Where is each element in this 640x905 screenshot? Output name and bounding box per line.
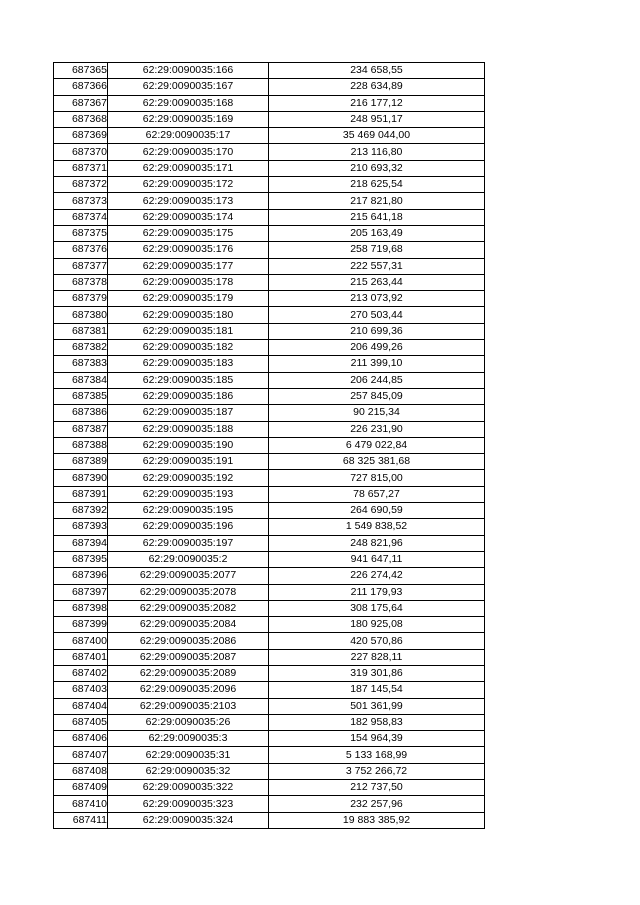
- cadastral-value-cell: 1 549 838,52: [269, 519, 485, 535]
- table-row: [54, 291, 485, 307]
- cadastral-value-cell: 226 231,90: [269, 421, 485, 437]
- cadastral-value-cell: 226 274,42: [269, 568, 485, 584]
- cadastral-number-cell: 62:29:0090035:32: [108, 763, 269, 779]
- table-row: [54, 258, 485, 274]
- row-number-cell: 687398: [54, 600, 108, 616]
- table-row: [54, 128, 485, 144]
- row-number-cell: 687367: [54, 95, 108, 111]
- cadastral-value-cell: 217 821,80: [269, 193, 485, 209]
- cadastral-number-cell: 62:29:0090035:2087: [108, 649, 269, 665]
- row-number-cell: 687401: [54, 649, 108, 665]
- cadastral-value-cell: 215 641,18: [269, 209, 485, 225]
- table-row: [54, 209, 485, 225]
- row-number-cell: 687395: [54, 551, 108, 567]
- row-number-cell: 687386: [54, 405, 108, 421]
- cadastral-number-cell: 62:29:0090035:322: [108, 780, 269, 796]
- row-number-cell: 687371: [54, 160, 108, 176]
- cadastral-value-cell: 180 925,08: [269, 617, 485, 633]
- cadastral-value-cell: 182 958,83: [269, 714, 485, 730]
- row-number-cell: 687402: [54, 665, 108, 681]
- cadastral-value-cell: 501 361,99: [269, 698, 485, 714]
- row-number-cell: 687387: [54, 421, 108, 437]
- table-row: [54, 682, 485, 698]
- table-row: [54, 519, 485, 535]
- row-number-cell: 687392: [54, 503, 108, 519]
- cadastral-number-cell: 62:29:0090035:169: [108, 111, 269, 127]
- cadastral-value-cell: 211 399,10: [269, 356, 485, 372]
- cadastral-value-cell: 257 845,09: [269, 388, 485, 404]
- cadastral-number-cell: 62:29:0090035:183: [108, 356, 269, 372]
- row-number-cell: 687383: [54, 356, 108, 372]
- cadastral-value-cell: 212 737,50: [269, 780, 485, 796]
- cadastral-value-cell: 154 964,39: [269, 731, 485, 747]
- cadastral-number-cell: 62:29:0090035:2086: [108, 633, 269, 649]
- row-number-cell: 687368: [54, 111, 108, 127]
- cadastral-value-cell: 264 690,59: [269, 503, 485, 519]
- row-number-cell: 687365: [54, 63, 108, 79]
- row-number-cell: 687410: [54, 796, 108, 812]
- cadastral-value-cell: 19 883 385,92: [269, 812, 485, 828]
- row-number-cell: 687377: [54, 258, 108, 274]
- cadastral-number-cell: 62:29:0090035:2096: [108, 682, 269, 698]
- cadastral-value-cell: 234 658,55: [269, 63, 485, 79]
- cadastral-number-cell: 62:29:0090035:170: [108, 144, 269, 160]
- cadastral-number-cell: 62:29:0090035:177: [108, 258, 269, 274]
- cadastral-value-cell: 308 175,64: [269, 600, 485, 616]
- table-body: [54, 63, 485, 829]
- table-row: [54, 372, 485, 388]
- table-row: [54, 63, 485, 79]
- cadastral-number-cell: 62:29:0090035:167: [108, 79, 269, 95]
- cadastral-value-cell: 211 179,93: [269, 584, 485, 600]
- row-number-cell: 687396: [54, 568, 108, 584]
- table-row: [54, 649, 485, 665]
- row-number-cell: 687382: [54, 340, 108, 356]
- cadastral-value-cell: 218 625,54: [269, 177, 485, 193]
- cadastral-value-cell: 210 693,32: [269, 160, 485, 176]
- cadastral-number-cell: 62:29:0090035:187: [108, 405, 269, 421]
- row-number-cell: 687405: [54, 714, 108, 730]
- cadastral-value-cell: 727 815,00: [269, 470, 485, 486]
- table-row: [54, 584, 485, 600]
- cadastral-value-cell: 206 499,26: [269, 340, 485, 356]
- table-row: [54, 79, 485, 95]
- table-row: [54, 177, 485, 193]
- cadastral-number-cell: 62:29:0090035:2: [108, 551, 269, 567]
- table-row: [54, 437, 485, 453]
- cadastral-number-cell: 62:29:0090035:324: [108, 812, 269, 828]
- cadastral-number-cell: 62:29:0090035:188: [108, 421, 269, 437]
- cadastral-number-cell: 62:29:0090035:2077: [108, 568, 269, 584]
- row-number-cell: 687388: [54, 437, 108, 453]
- row-number-cell: 687384: [54, 372, 108, 388]
- cadastral-value-cell: 6 479 022,84: [269, 437, 485, 453]
- cadastral-value-cell: 206 244,85: [269, 372, 485, 388]
- cadastral-number-cell: 62:29:0090035:197: [108, 535, 269, 551]
- cadastral-value-cell: 187 145,54: [269, 682, 485, 698]
- row-number-cell: 687390: [54, 470, 108, 486]
- cadastral-value-cell: 213 073,92: [269, 291, 485, 307]
- cadastral-value-cell: 319 301,86: [269, 665, 485, 681]
- table-row: [54, 812, 485, 828]
- row-number-cell: 687375: [54, 225, 108, 241]
- cadastral-number-cell: 62:29:0090035:31: [108, 747, 269, 763]
- table-row: [54, 780, 485, 796]
- cadastral-number-cell: 62:29:0090035:179: [108, 291, 269, 307]
- table-row: [54, 307, 485, 323]
- table-row: [54, 796, 485, 812]
- cadastral-value-cell: 228 634,89: [269, 79, 485, 95]
- cadastral-value-cell: 227 828,11: [269, 649, 485, 665]
- table-row: [54, 405, 485, 421]
- cadastral-number-cell: 62:29:0090035:172: [108, 177, 269, 193]
- row-number-cell: 687380: [54, 307, 108, 323]
- cadastral-number-cell: 62:29:0090035:192: [108, 470, 269, 486]
- cadastral-number-cell: 62:29:0090035:323: [108, 796, 269, 812]
- cadastral-number-cell: 62:29:0090035:178: [108, 274, 269, 290]
- row-number-cell: 687370: [54, 144, 108, 160]
- cadastral-number-cell: 62:29:0090035:196: [108, 519, 269, 535]
- cadastral-number-cell: 62:29:0090035:171: [108, 160, 269, 176]
- table-row: [54, 242, 485, 258]
- row-number-cell: 687369: [54, 128, 108, 144]
- cadastral-value-cell: 420 570,86: [269, 633, 485, 649]
- cadastral-value-table: [53, 62, 485, 829]
- cadastral-value-cell: 210 699,36: [269, 323, 485, 339]
- cadastral-value-cell: 3 752 266,72: [269, 763, 485, 779]
- cadastral-value-cell: 222 557,31: [269, 258, 485, 274]
- row-number-cell: 687407: [54, 747, 108, 763]
- table-row: [54, 274, 485, 290]
- cadastral-number-cell: 62:29:0090035:2078: [108, 584, 269, 600]
- table-row: [54, 665, 485, 681]
- row-number-cell: 687378: [54, 274, 108, 290]
- table-row: [54, 111, 485, 127]
- cadastral-number-cell: 62:29:0090035:168: [108, 95, 269, 111]
- cadastral-value-cell: 232 257,96: [269, 796, 485, 812]
- row-number-cell: 687374: [54, 209, 108, 225]
- row-number-cell: 687381: [54, 323, 108, 339]
- row-number-cell: 687385: [54, 388, 108, 404]
- table-row: [54, 193, 485, 209]
- table-row: [54, 356, 485, 372]
- table-row: [54, 600, 485, 616]
- table-row: [54, 535, 485, 551]
- row-number-cell: 687366: [54, 79, 108, 95]
- cadastral-value-cell: 941 647,11: [269, 551, 485, 567]
- table-row: [54, 551, 485, 567]
- row-number-cell: 687376: [54, 242, 108, 258]
- cadastral-number-cell: 62:29:0090035:17: [108, 128, 269, 144]
- table-row: [54, 568, 485, 584]
- table-row: [54, 486, 485, 502]
- cadastral-number-cell: 62:29:0090035:193: [108, 486, 269, 502]
- cadastral-value-cell: 216 177,12: [269, 95, 485, 111]
- cadastral-value-cell: 90 215,34: [269, 405, 485, 421]
- table-row: [54, 421, 485, 437]
- table-row: [54, 454, 485, 470]
- row-number-cell: 687391: [54, 486, 108, 502]
- cadastral-number-cell: 62:29:0090035:2103: [108, 698, 269, 714]
- row-number-cell: 687379: [54, 291, 108, 307]
- cadastral-value-cell: 248 821,96: [269, 535, 485, 551]
- table-row: [54, 714, 485, 730]
- cadastral-value-cell: 68 325 381,68: [269, 454, 485, 470]
- row-number-cell: 687393: [54, 519, 108, 535]
- table-row: [54, 323, 485, 339]
- table-row: [54, 144, 485, 160]
- row-number-cell: 687399: [54, 617, 108, 633]
- row-number-cell: 687389: [54, 454, 108, 470]
- row-number-cell: 687408: [54, 763, 108, 779]
- cadastral-number-cell: 62:29:0090035:2082: [108, 600, 269, 616]
- row-number-cell: 687372: [54, 177, 108, 193]
- table-row: [54, 340, 485, 356]
- row-number-cell: 687409: [54, 780, 108, 796]
- cadastral-number-cell: 62:29:0090035:195: [108, 503, 269, 519]
- cadastral-number-cell: 62:29:0090035:181: [108, 323, 269, 339]
- table-row: [54, 503, 485, 519]
- table-row: [54, 388, 485, 404]
- row-number-cell: 687404: [54, 698, 108, 714]
- row-number-cell: 687406: [54, 731, 108, 747]
- table-row: [54, 698, 485, 714]
- cadastral-value-cell: 213 116,80: [269, 144, 485, 160]
- cadastral-value-cell: 248 951,17: [269, 111, 485, 127]
- cadastral-value-cell: 270 503,44: [269, 307, 485, 323]
- cadastral-number-cell: 62:29:0090035:173: [108, 193, 269, 209]
- cadastral-value-cell: 215 263,44: [269, 274, 485, 290]
- table-row: [54, 470, 485, 486]
- cadastral-number-cell: 62:29:0090035:174: [108, 209, 269, 225]
- cadastral-number-cell: 62:29:0090035:186: [108, 388, 269, 404]
- cadastral-number-cell: 62:29:0090035:166: [108, 63, 269, 79]
- cadastral-number-cell: 62:29:0090035:175: [108, 225, 269, 241]
- cadastral-number-cell: 62:29:0090035:2084: [108, 617, 269, 633]
- row-number-cell: 687397: [54, 584, 108, 600]
- cadastral-value-cell: 35 469 044,00: [269, 128, 485, 144]
- cadastral-number-cell: 62:29:0090035:2089: [108, 665, 269, 681]
- table-row: [54, 617, 485, 633]
- table-row: [54, 225, 485, 241]
- cadastral-value-cell: 258 719,68: [269, 242, 485, 258]
- row-number-cell: 687403: [54, 682, 108, 698]
- cadastral-number-cell: 62:29:0090035:185: [108, 372, 269, 388]
- cadastral-number-cell: 62:29:0090035:26: [108, 714, 269, 730]
- cadastral-number-cell: 62:29:0090035:3: [108, 731, 269, 747]
- table-row: [54, 633, 485, 649]
- cadastral-number-cell: 62:29:0090035:191: [108, 454, 269, 470]
- table-row: [54, 95, 485, 111]
- table-row: [54, 763, 485, 779]
- table-row: [54, 160, 485, 176]
- cadastral-number-cell: 62:29:0090035:190: [108, 437, 269, 453]
- row-number-cell: 687400: [54, 633, 108, 649]
- row-number-cell: 687411: [54, 812, 108, 828]
- row-number-cell: 687394: [54, 535, 108, 551]
- cadastral-value-cell: 5 133 168,99: [269, 747, 485, 763]
- cadastral-number-cell: 62:29:0090035:182: [108, 340, 269, 356]
- row-number-cell: 687373: [54, 193, 108, 209]
- cadastral-value-cell: 78 657,27: [269, 486, 485, 502]
- table-row: [54, 731, 485, 747]
- cadastral-value-cell: 205 163,49: [269, 225, 485, 241]
- cadastral-number-cell: 62:29:0090035:180: [108, 307, 269, 323]
- cadastral-number-cell: 62:29:0090035:176: [108, 242, 269, 258]
- table-row: [54, 747, 485, 763]
